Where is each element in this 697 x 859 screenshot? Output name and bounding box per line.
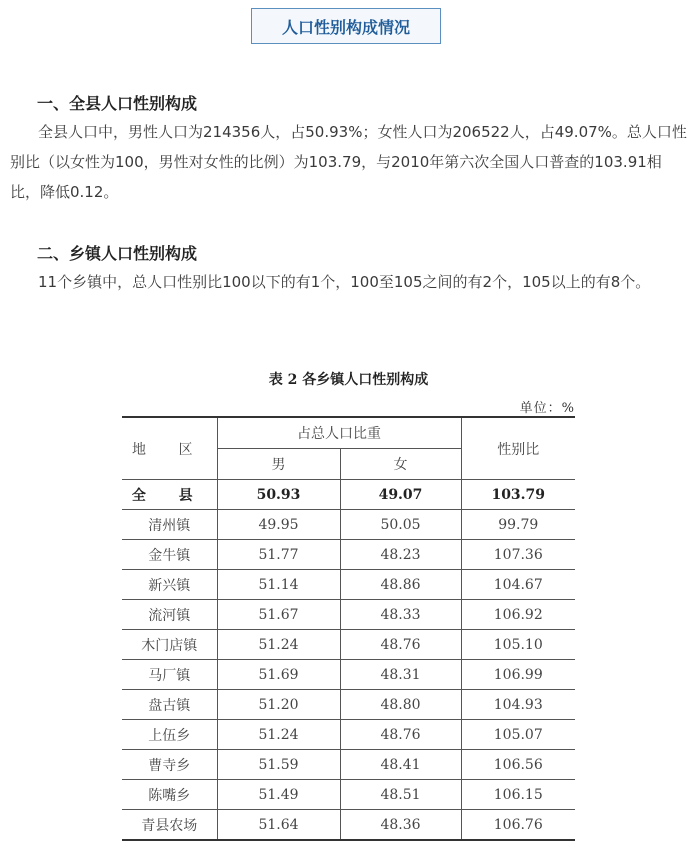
cell-region: 陈嘴乡	[122, 780, 217, 810]
cell-region: 青县农场	[122, 810, 217, 841]
cell-region: 流河镇	[122, 600, 217, 630]
cell-sex-ratio: 106.56	[461, 750, 575, 780]
cell-female: 48.76	[340, 720, 461, 750]
cell-male: 51.59	[217, 750, 340, 780]
table-row	[122, 570, 575, 600]
table-row	[122, 510, 575, 540]
cell-male: 51.69	[217, 660, 340, 690]
table-row	[122, 600, 575, 630]
header-male: 男	[217, 449, 340, 480]
cell-region: 盘古镇	[122, 690, 217, 720]
cell-region: 清州镇	[122, 510, 217, 540]
cell-sex-ratio: 107.36	[461, 540, 575, 570]
cell-region: 马厂镇	[122, 660, 217, 690]
table-row	[122, 780, 575, 810]
cell-sex-ratio: 104.93	[461, 690, 575, 720]
cell-sex-ratio: 105.07	[461, 720, 575, 750]
cell-female: 48.31	[340, 660, 461, 690]
header-female: 女	[340, 449, 461, 480]
cell-male: 51.24	[217, 720, 340, 750]
cell-region: 金牛镇	[122, 540, 217, 570]
cell-male: 51.64	[217, 810, 340, 841]
cell-female: 48.86	[340, 570, 461, 600]
section-heading-county: 一、全县人口性别构成	[37, 94, 198, 113]
cell-female: 48.76	[340, 630, 461, 660]
cell-sex-ratio: 106.99	[461, 660, 575, 690]
header-region: 地 区	[122, 417, 217, 480]
table-caption: 表 2 各乡镇人口性别构成	[268, 372, 429, 388]
paragraph-towns: 11个乡镇中，总人口性别比100以下的有1个，100至105之间的有2个，105以上的有8个。	[38, 273, 651, 291]
cell-region: 木门店镇	[122, 630, 217, 660]
table-unit: 单位：%	[519, 401, 575, 416]
cell-sex-ratio: 106.15	[461, 780, 575, 810]
cell-male: 50.93	[217, 480, 340, 510]
cell-female: 50.05	[340, 510, 461, 540]
section-heading-towns: 二、乡镇人口性别构成	[37, 244, 198, 263]
cell-male: 51.20	[217, 690, 340, 720]
table-row	[122, 630, 575, 660]
cell-female: 48.41	[340, 750, 461, 780]
header-share-group: 占总人口比重	[217, 417, 461, 449]
cell-sex-ratio: 99.79	[461, 510, 575, 540]
cell-male: 51.24	[217, 630, 340, 660]
cell-sex-ratio: 104.67	[461, 570, 575, 600]
page-title: 人口性别构成情况	[251, 8, 441, 44]
cell-region: 新兴镇	[122, 570, 217, 600]
cell-female: 48.80	[340, 690, 461, 720]
table-row	[122, 540, 575, 570]
table-row	[122, 810, 575, 841]
cell-region: 曹寺乡	[122, 750, 217, 780]
cell-sex-ratio: 106.92	[461, 600, 575, 630]
header-sex-ratio: 性别比	[461, 417, 575, 480]
table-body	[122, 480, 575, 841]
table-row	[122, 750, 575, 780]
cell-female: 48.23	[340, 540, 461, 570]
cell-sex-ratio: 103.79	[461, 480, 575, 510]
cell-region: 上伍乡	[122, 720, 217, 750]
cell-sex-ratio: 105.10	[461, 630, 575, 660]
cell-female: 48.36	[340, 810, 461, 841]
cell-female: 49.07	[340, 480, 461, 510]
cell-male: 51.77	[217, 540, 340, 570]
paragraph-county: 全县人口中，男性人口为214356人，占50.93%；女性人口为206522人，占49.07%。总人口性别比（以女性为100，男性对女性的比例）为103.79，与2010年第六次全国人口普查的103.91相比，降低0.12。	[10, 123, 687, 201]
table-row	[122, 660, 575, 690]
cell-male: 51.14	[217, 570, 340, 600]
cell-region: 全 县	[122, 480, 217, 510]
sex-composition-table	[122, 416, 575, 841]
cell-female: 48.51	[340, 780, 461, 810]
table-row-total	[122, 480, 575, 510]
cell-sex-ratio: 106.76	[461, 810, 575, 841]
cell-male: 51.49	[217, 780, 340, 810]
cell-female: 48.33	[340, 600, 461, 630]
cell-male: 51.67	[217, 600, 340, 630]
cell-male: 49.95	[217, 510, 340, 540]
table-row	[122, 690, 575, 720]
table-row	[122, 720, 575, 750]
